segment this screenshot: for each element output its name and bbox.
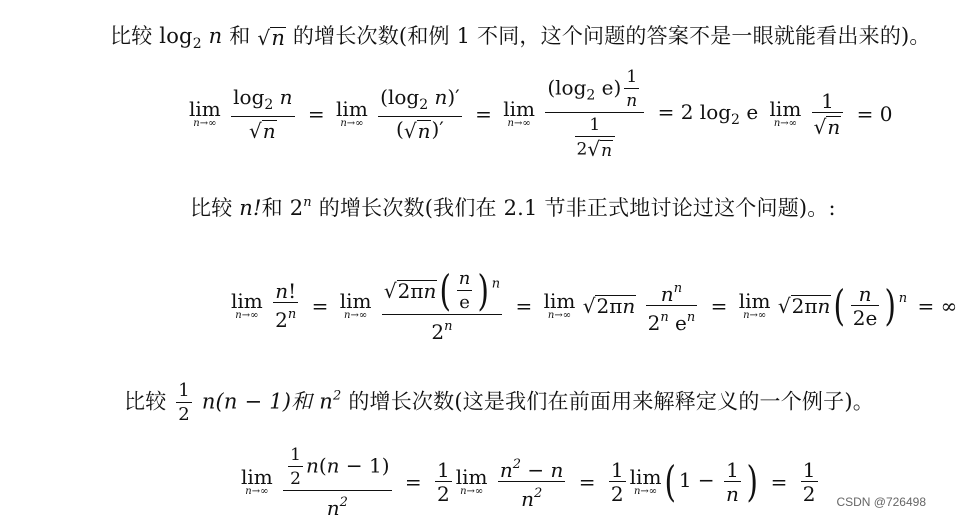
- paragraph-2: [190, 192, 836, 222]
- text: 和 2: [261, 196, 304, 220]
- limit-operator: lim n→∞: [738, 288, 771, 321]
- fraction: √2πn( $\frac{n}{e}$ ) $^n$ 2$^n$: [383, 266, 501, 344]
- text: 和: [222, 24, 258, 48]
- var-nfact: n!: [239, 196, 262, 220]
- limit-operator: lim n→∞: [189, 97, 221, 129]
- superscript: n: [303, 195, 312, 210]
- watermark: CSDN @726498: [836, 495, 926, 509]
- equation-1: lim n→∞ $\frac{\log_2 n}{√n}$ = lim n→∞ $\frac{(\log_2 n)'}{(√n)'}$ = lim n→∞ ($\log_2$ e) $\frac{1}{n}$ $\frac{1}{2√n}$ = 2 $\log_2 e$ lim n→∞ $\frac{1}{√n}$ = 0: [189, 67, 893, 161]
- fraction-half: $\frac{1}{2}$: [178, 380, 190, 425]
- limit-operator: lim n→∞: [241, 464, 273, 497]
- limit-operator: lim n→∞: [339, 288, 372, 321]
- fraction: $\frac{1}{√n}$: [812, 90, 844, 138]
- fraction: $\frac{n^n}{2^n e^n}$: [647, 280, 696, 335]
- fraction: ($\log_2$ e) $\frac{1}{n}$ $\frac{1}{2√n}$: [545, 66, 644, 162]
- limit-operator: lim n→∞: [629, 464, 662, 497]
- result: = ∞: [917, 293, 958, 318]
- fraction: $\frac{n^2 - n}{n^2}$: [499, 456, 564, 511]
- text: 比较: [110, 24, 160, 48]
- text: 比较: [124, 389, 174, 414]
- log-text: log: [159, 24, 193, 48]
- limit-operator: lim n→∞: [769, 97, 802, 129]
- limit-operator: lim n→∞: [503, 97, 535, 129]
- result: = 0: [856, 102, 893, 126]
- limit-operator: lim n→∞: [336, 97, 368, 129]
- paragraph-3: [124, 380, 874, 426]
- superscript: 2: [332, 388, 342, 404]
- fraction: $\frac{n!}{2^n}$: [275, 279, 297, 332]
- fraction: $\frac{\log_2 n}{√n}$: [233, 85, 293, 143]
- sqrt-n: √n: [257, 25, 286, 50]
- text: 的增长次数(这是我们在前面用来解释定义的一个例子)。: [341, 389, 874, 414]
- fraction: $\frac{1}{2}$ n(n − 1) $n^2$: [283, 444, 391, 519]
- var-n: n: [201, 24, 223, 48]
- limit-operator: lim n→∞: [455, 464, 488, 497]
- subscript: 2: [192, 36, 202, 52]
- limit-operator: lim n→∞: [543, 288, 576, 321]
- equation-2: lim n→∞ $\frac{n!}{2^n}$ = lim n→∞ √2πn( $\frac{n}{e}$ ) $^n$ 2$^n$ = lim n→∞ √2πn $\frac{n^n}{2^n e^n}$ = lim n→∞ √2πn( $\frac{n}{2e}$ ) $^n$ = ∞: [231, 266, 958, 344]
- text: 比较: [190, 196, 240, 220]
- equation-3: lim n→∞ $\frac{1}{2}$ n(n − 1) $n^2$ = $\frac{1}{2}$ lim n→∞ $\frac{n^2 - n}{n^2}$ = $\frac{1}{2}$ lim n→∞ ( 1 − $\frac{1}{n}$ ) = $\frac{1}{2}$: [241, 445, 816, 520]
- expr: n(n − 1)和 n: [194, 389, 333, 414]
- text: 的增长次数(和例 1 不同，这个问题的答案不是一眼就能看出来的)。: [286, 24, 931, 48]
- limit-operator: lim n→∞: [231, 288, 263, 321]
- result-fraction: $\frac{1}{2}$: [802, 457, 816, 506]
- text: 的增长次数(我们在 2.1 节非正式地讨论过这个问题)。:: [311, 196, 836, 220]
- paragraph-1: [110, 20, 931, 52]
- fraction: $\frac{(\log_2 n)'}{(√n)'}$: [380, 85, 460, 143]
